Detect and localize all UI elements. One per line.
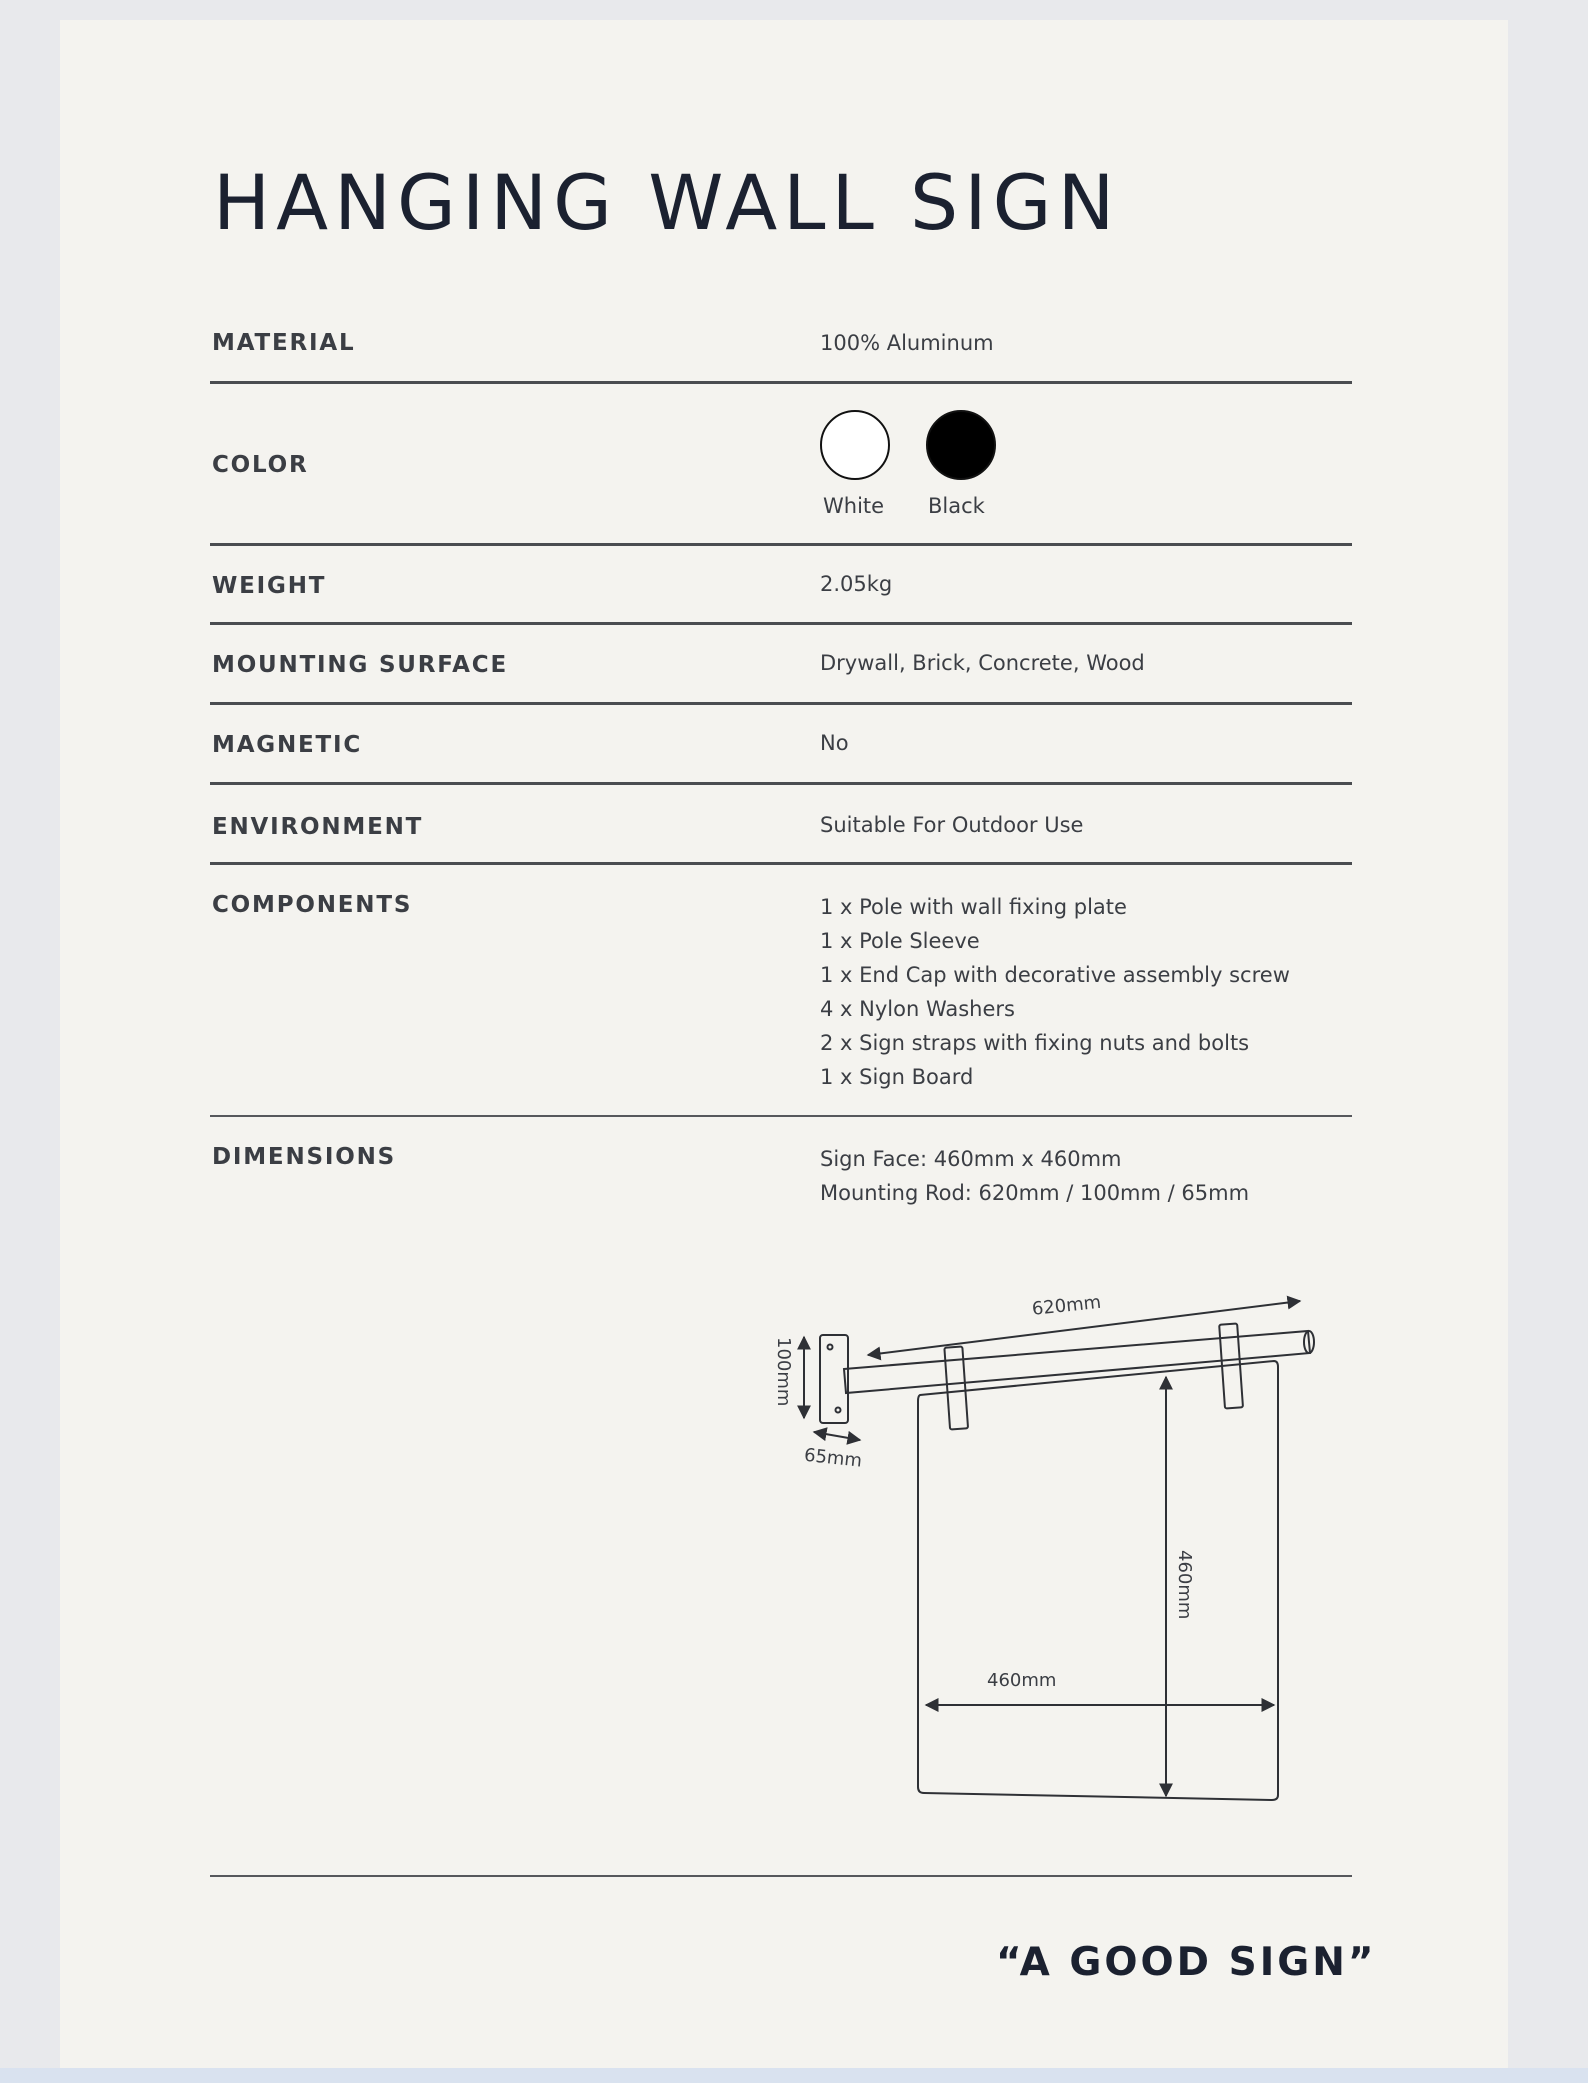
divider — [210, 622, 1352, 625]
spec-value-material: 100% Aluminum — [820, 331, 994, 355]
wall-plate — [820, 1335, 848, 1423]
dimensions-list — [820, 1142, 1249, 1210]
spec-label-mounting-surface: MOUNTING SURFACE — [212, 652, 508, 678]
spec-label-dimensions: DIMENSIONS — [212, 1144, 396, 1170]
spec-label-color: COLOR — [212, 452, 309, 478]
dimension-diagram — [760, 1275, 1340, 1815]
list-item: 1 x End Cap with decorative assembly screw — [820, 963, 1290, 987]
sign-height-label: 460mm — [1174, 1550, 1195, 1620]
spec-label-material: MATERIAL — [212, 330, 356, 356]
divider — [210, 543, 1352, 546]
depth-arrow — [814, 1432, 860, 1440]
spec-label-components: COMPONENTS — [212, 892, 413, 918]
spec-label-magnetic: MAGNETIC — [212, 732, 363, 758]
divider — [210, 862, 1352, 865]
divider — [210, 381, 1352, 384]
color-label-white: White — [823, 494, 885, 518]
tagline: “A GOOD SIGN” — [996, 1940, 1377, 1985]
screw-hole — [836, 1408, 841, 1413]
color-swatch-white — [820, 410, 890, 480]
spec-value-environment: Suitable For Outdoor Use — [820, 813, 1084, 837]
list-item: Sign Face: 460mm x 460mm — [820, 1147, 1122, 1171]
spec-value-magnetic: No — [820, 731, 849, 755]
divider — [210, 782, 1352, 785]
components-list — [820, 890, 1290, 1094]
spec-label-environment: ENVIRONMENT — [212, 814, 424, 840]
spec-value-mounting-surface: Drywall, Brick, Concrete, Wood — [820, 651, 1145, 675]
divider — [210, 1115, 1352, 1117]
screw-hole — [828, 1345, 833, 1350]
spec-value-weight: 2.05kg — [820, 572, 893, 596]
spec-row-color — [210, 410, 1352, 530]
sign-width-label: 460mm — [987, 1670, 1057, 1691]
window-bottom-bar — [0, 2068, 1588, 2083]
list-item: Mounting Rod: 620mm / 100mm / 65mm — [820, 1181, 1250, 1205]
list-item: 1 x Pole with wall fixing plate — [820, 895, 1127, 919]
color-swatch-black — [926, 410, 996, 480]
color-label-black: Black — [928, 494, 985, 518]
list-item: 1 x Sign Board — [820, 1065, 974, 1089]
list-item: 1 x Pole Sleeve — [820, 929, 980, 953]
spec-label-weight: WEIGHT — [212, 573, 327, 599]
rod-length-label: 620mm — [1030, 1291, 1103, 1320]
plate-height-label: 100mm — [773, 1337, 794, 1407]
depth-label: 65mm — [803, 1444, 863, 1472]
divider — [210, 702, 1352, 705]
list-item: 2 x Sign straps with fixing nuts and bolts — [820, 1031, 1250, 1055]
page-title: HANGING WALL SIGN — [213, 158, 1121, 247]
sign-board — [918, 1361, 1278, 1800]
list-item: 4 x Nylon Washers — [820, 997, 1015, 1021]
divider — [210, 1875, 1352, 1877]
